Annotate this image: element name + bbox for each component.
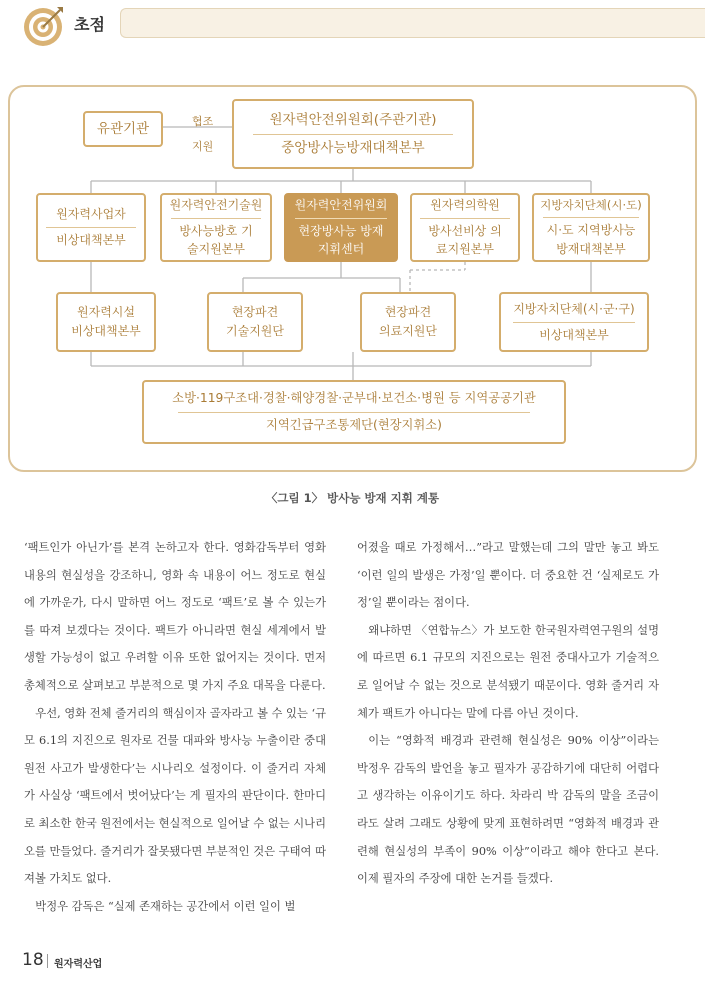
paragraph: ‘팩트인가 아닌가’를 본격 논하고자 한다. 영화감독부터 영화 내용의 현실성을 강조하니, 영화 속 내용이 어느 정도로 현실에 가까운가, 다시 말하면 어느 정도로 ‘팩트’로 볼 수 있는가를 따져 보겠다는 것이다. 팩트가 아니라면 현실 세계에서 발생할 가능성이 없고 우려할 이유 또한 없어지는 것이다. 먼저 총체적으로 살펴보고 부분적으로 몇 가지 주요 대목을 다룬다. bbox=[24, 541, 326, 692]
paragraph: 어졌을 때로 가정해서…”라고 말했는데 그의 말만 놓고 봐도 ‘이런 일의 발생은 가정’일 뿐이다. 더 중요한 건 ‘실제로도 가정’일 뿐이라는 점이다. bbox=[357, 541, 659, 610]
related-org-box bbox=[83, 111, 163, 147]
figure-caption: 〈그림 1〉 방사능 방재 지휘 계통 bbox=[265, 491, 440, 505]
org-box-subtitle: 비상대책본부 bbox=[56, 233, 126, 247]
org-box-title: 원자력사업자 bbox=[56, 207, 126, 222]
org-box-facility bbox=[56, 292, 156, 352]
publication-name: 원자력산업 bbox=[54, 959, 103, 970]
org-box-title: 원자력시설 bbox=[77, 305, 135, 320]
section-title: 초점 bbox=[74, 15, 105, 34]
org-box-subtitle: 시·도 지역방사능 방재대책본부 bbox=[546, 223, 636, 256]
org-box-field-tech bbox=[207, 292, 303, 352]
top-authority-box bbox=[232, 99, 474, 169]
org-box-nuclear-operator bbox=[36, 193, 146, 262]
org-box-title: 현장파견 bbox=[231, 305, 279, 320]
org-box-subtitle: 비상대책본부 bbox=[71, 324, 141, 338]
org-box-title: 지방자치단체(시·도) bbox=[540, 197, 642, 212]
paragraph: 우선, 영화 전체 줄거리의 핵심이자 골자라고 볼 수 있는 ‘규모 6.1의 지진으로 원자로 건물 대파와 방사능 누출이란 중대 원전 사고가 발생한다’는 시나리오 설정이다. 이 줄거리 자체가 사실상 ‘팩트에서 벗어났다’는 게 필자의 판단이다. 한마디로 최소한 한국 원전에서는 현실적으로 일어날 수 없는 시나리오를 만들었다. 줄거리가 잘못됐다면 부분적인 것은 구태여 따져볼 가치도 없다. bbox=[24, 706, 326, 886]
footer-divider bbox=[47, 954, 48, 968]
org-box-municipal bbox=[499, 292, 649, 352]
top-authority-hq: 중앙방사능방재대책본부 bbox=[281, 139, 425, 156]
org-box-local-emergency bbox=[142, 380, 566, 444]
org-box-subtitle: 비상대책본부 bbox=[539, 327, 609, 342]
org-box-field-medical bbox=[360, 292, 456, 352]
support-label: 지원 bbox=[192, 140, 214, 153]
org-box-subtitle: 기술지원단 bbox=[226, 324, 284, 338]
related-org-label: 유관기관 bbox=[96, 120, 150, 137]
org-box-title: 원자력안전위원회 bbox=[294, 198, 388, 213]
text-column-left bbox=[24, 534, 326, 920]
cooperation-label: 협조 bbox=[192, 115, 214, 128]
paragraph: 왜냐하면 〈연합뉴스〉가 보도한 한국원자력연구원의 설명에 따르면 6.1 규모의 지진으로는 원전 중대사고가 기술적으로 일어날 수 없는 것으로 분석됐기 때문이다. 영화 줄거리 자체가 팩트가 아니다는 말에 다름 아닌 것이다. bbox=[357, 623, 659, 720]
paragraph: 박정우 감독은 “실제 존재하는 공간에서 이런 일이 벌 bbox=[35, 899, 296, 913]
org-box-kirams bbox=[410, 193, 520, 262]
emergency-control-label: 지역긴급구조통제단(현장지휘소) bbox=[266, 417, 442, 432]
page-number: 18 bbox=[22, 950, 44, 970]
org-box-subtitle: 방사능방호 기술지원본부 bbox=[179, 223, 253, 257]
org-box-subtitle: 방사선비상 의료지원본부 bbox=[428, 223, 502, 257]
org-box-subtitle: 현장방사능 방재지휘센터 bbox=[298, 223, 384, 257]
org-box-title: 현장파견 bbox=[384, 305, 432, 320]
local-agencies-label: 소방·119구조대·경찰·해양경찰·군부대·보건소·병원 등 지역공공기관 bbox=[172, 391, 536, 406]
org-box-title: 원자력의학원 bbox=[430, 198, 500, 213]
org-box-title: 지방자치단체(시·군·구) bbox=[513, 301, 635, 316]
text-column-right bbox=[357, 534, 659, 893]
org-box-title: 원자력안전기술원 bbox=[169, 198, 263, 213]
org-box-province bbox=[532, 193, 650, 262]
org-box-subtitle: 의료지원단 bbox=[379, 324, 437, 338]
org-box-kins bbox=[160, 193, 272, 262]
top-authority-name: 원자력안전위원회(주관기관) bbox=[269, 111, 437, 128]
paragraph: 이는 “영화적 배경과 관련해 현실성은 90% 이상”이라는 박정우 감독의 발언을 놓고 필자가 공감하기에 대단히 어렵다고 생각하는 이유이기도 하다. 차라리 박 감독의 말을 조금이라도 살려 그래도 상황에 맞게 표현하려면 “영화적 배경과 관련해 현실성의 부족이 90% 이상”이라고 해야 한다고 본다. 이제 필자의 주장에 대한 논거를 들겠다. bbox=[357, 734, 659, 886]
org-box-nssc-field bbox=[284, 193, 398, 262]
